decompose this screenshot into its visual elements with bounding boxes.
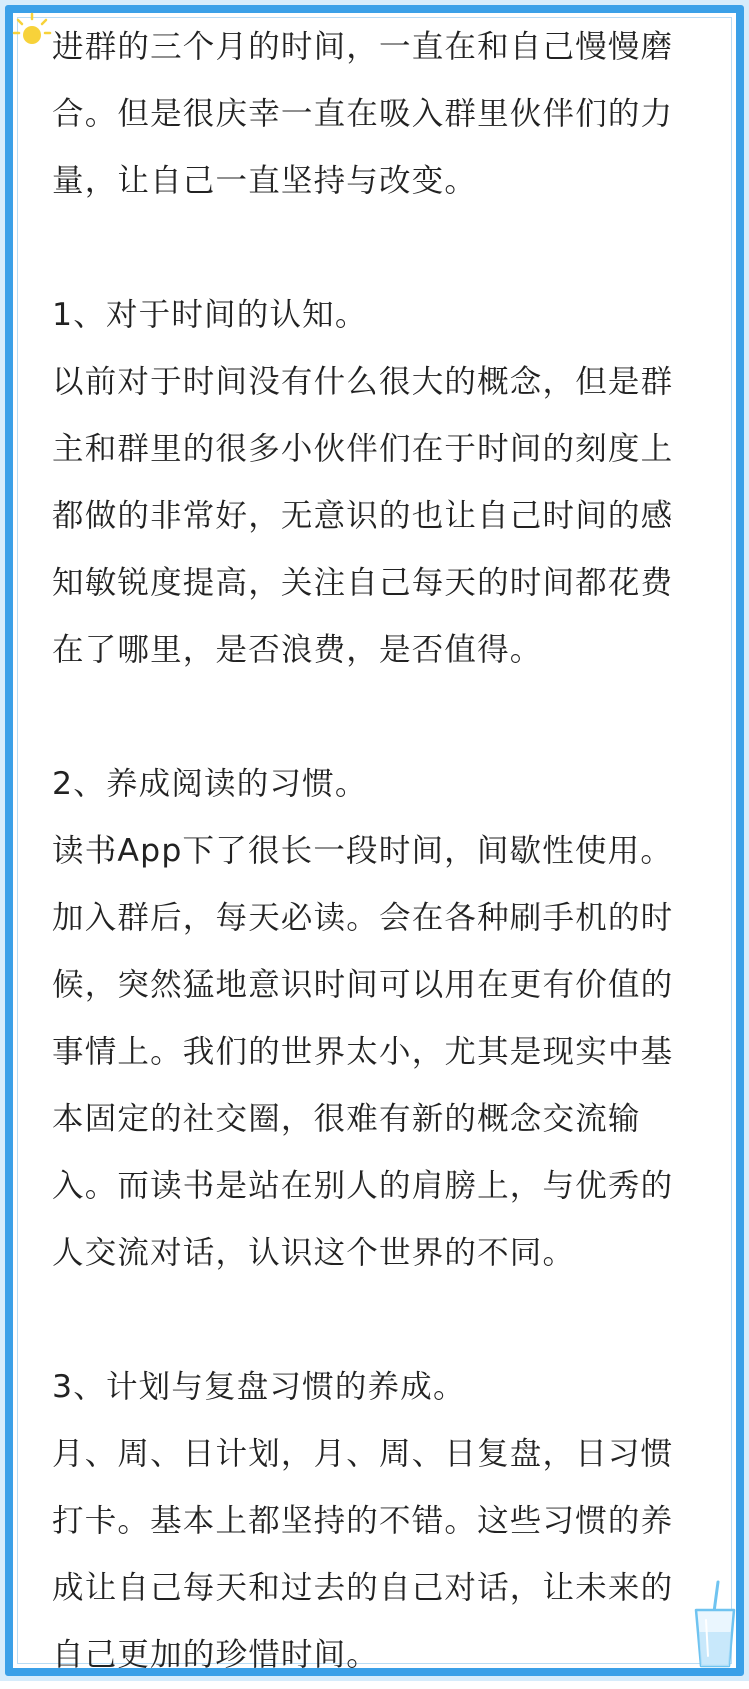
paragraph-spacer: [52, 684, 702, 751]
section-line: 月、周、日计划，月、周、日复盘，日习惯: [52, 1436, 674, 1472]
section-line: 都做的非常好，无意识的也让自己时间的感: [52, 498, 674, 534]
section-line: 读书App下了很长一段时间，间歇性使用。: [52, 833, 674, 869]
intro-line: 合。但是很庆幸一直在吸入群里伙伴们的力: [52, 96, 674, 132]
section-heading: 3、计划与复盘习惯的养成。: [52, 1369, 466, 1405]
article-body: [52, 14, 702, 1689]
section-heading: 2、养成阅读的习惯。: [52, 766, 368, 802]
section-line: 自己更加的珍惜时间。: [52, 1637, 380, 1673]
section-line: 本固定的社交圈，很难有新的概念交流输: [52, 1101, 641, 1137]
section-line: 以前对于时间没有什么很大的概念，但是群: [52, 364, 674, 400]
paragraph-spacer: [52, 1287, 702, 1354]
section-line: 在了哪里，是否浪费，是否值得。: [52, 632, 543, 668]
section-line: 事情上。我们的世界太小，尤其是现实中基: [52, 1034, 674, 1070]
section-line: 打卡。基本上都坚持的不错。这些习惯的养: [52, 1503, 674, 1539]
section-line: 加入群后，每天必读。会在各种刷手机的时: [52, 900, 674, 936]
section-line: 入。而读书是站在别人的肩膀上，与优秀的: [52, 1168, 674, 1204]
section-line: 主和群里的很多小伙伴们在于时间的刻度上: [52, 431, 674, 467]
intro-line: 进群的三个月的时间，一直在和自己慢慢磨: [52, 29, 674, 65]
cup-with-straw-icon: [692, 1580, 738, 1670]
sun-icon: [12, 12, 52, 52]
section-heading: 1、对于时间的认知。: [52, 297, 368, 333]
paragraph-spacer: [52, 215, 702, 282]
section-line: 人交流对话，认识这个世界的不同。: [52, 1235, 576, 1271]
section-line: 知敏锐度提高，关注自己每天的时间都花费: [52, 565, 674, 601]
intro-line: 量，让自己一直坚持与改变。: [52, 163, 478, 199]
section-line: 成让自己每天和过去的自己对话，让未来的: [52, 1570, 674, 1606]
section-line: 候，突然猛地意识时间可以用在更有价值的: [52, 967, 674, 1003]
